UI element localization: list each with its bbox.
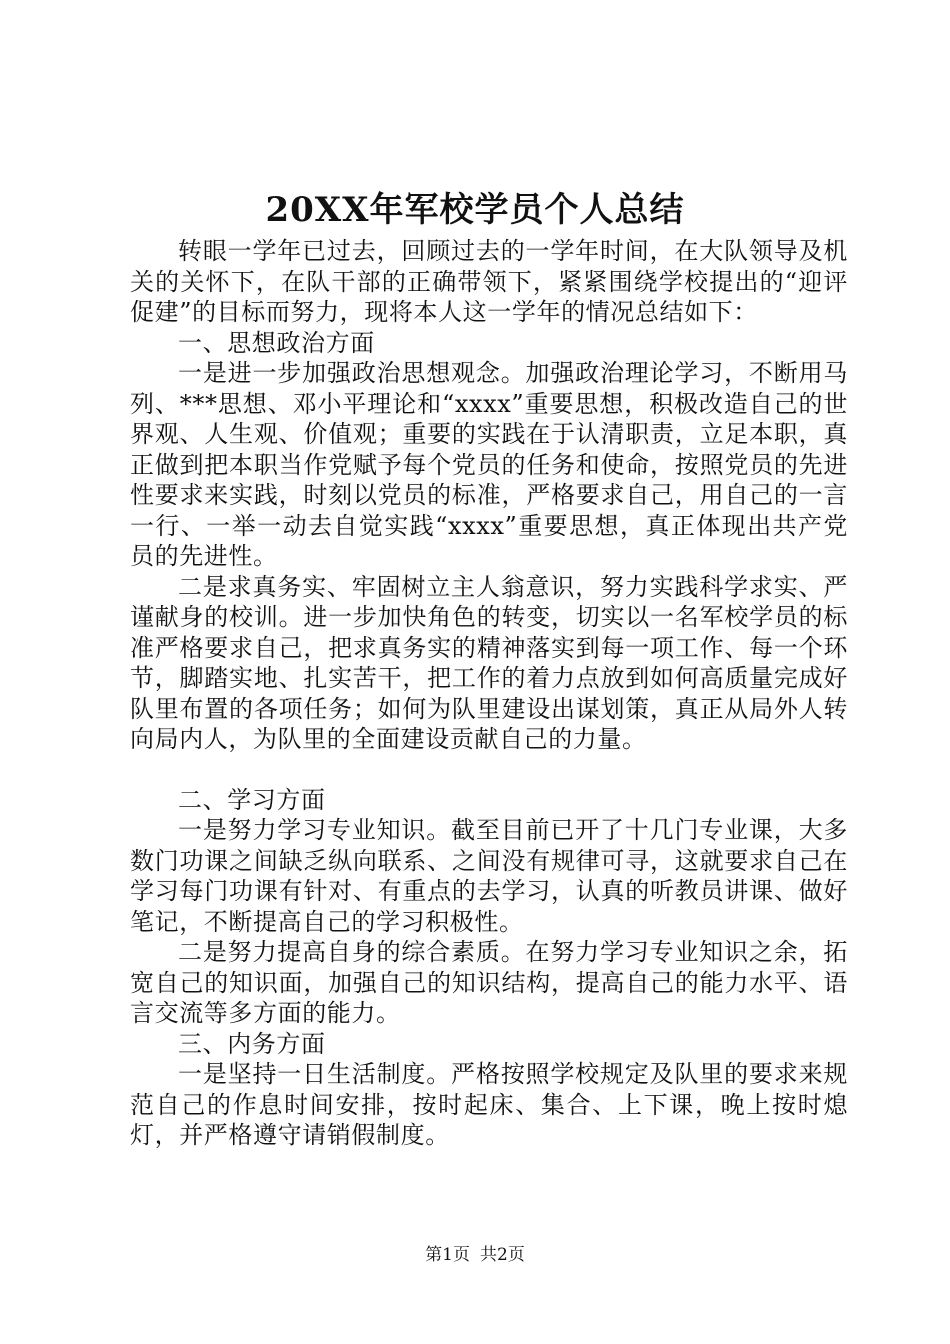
- intro-paragraph: 转眼一学年已过去，回顾过去的一学年时间，在大队领导及机关的关怀下，在队干部的正确带领下，紧紧围绕学校提出的“迎评促建”的目标而努力，现将本人这一学年的情况总结如下：: [130, 237, 848, 326]
- page-total: 共2页: [480, 1245, 525, 1265]
- affairs-paragraph-1: 一是坚持一日生活制度。严格按照学校规定及队里的要求来规范自己的作息时间安排，按时起床、集合、上下课，晚上按时熄灯，并严格遵守请销假制度。: [130, 1060, 848, 1149]
- study-paragraph-2: 二是努力提高自身的综合素质。在努力学习专业知识之余，拓宽自己的知识面，加强自己的知识结构，提高自己的能力水平、语言交流等多方面的能力。: [130, 938, 848, 1027]
- page-number: 第1页: [425, 1245, 470, 1265]
- section-heading-study: 二、学习方面: [178, 785, 326, 814]
- document-title: 20XX年军校学员个人总结: [265, 190, 685, 230]
- page-footer: [0, 1244, 950, 1266]
- political-paragraph-2: 二是求真务实、牢固树立主人翁意识，努力实践科学求实、严谨献身的校训。进一步加快角色的转变，切实以一名军校学员的标准严格要求自己，把求真务实的精神落实到每一项工作、每一个环节，脚踏实地、扎实苦干，把工作的着力点放到如何高质量完成好队里布置的各项任务；如何为队里建设出谋划策，真正从局外人转向局内人，为队里的全面建设贡献自己的力量。: [130, 572, 848, 753]
- political-paragraph-1: 一是进一步加强政治思想观念。加强政治理论学习，不断用马列、***思想、邓小平理论和“xxxx”重要思想，积极改造自己的世界观、人生观、价值观；重要的实践在于认清职责，立足本职，真正做到把本职当作党赋予每个党员的任务和使命，按照党员的先进性要求来实践，时刻以党员的标准，严格要求自己，用自己的一言一行、一举一动去自觉实践“xxxx”重要思想，真正体现出共产党员的先进性。: [130, 359, 848, 570]
- document-body: [130, 236, 848, 1151]
- section-heading-political: 一、思想政治方面: [178, 328, 375, 357]
- study-paragraph-1: 一是努力学习专业知识。截至目前已开了十几门专业课，大多数门功课之间缺乏纵向联系、之间没有规律可寻，这就要求自己在学习每门功课有针对、有重点的去学习，认真的听教员讲课、做好笔记，不断提高自己的学习积极性。: [130, 816, 848, 936]
- section-heading-affairs: 三、内务方面: [178, 1029, 326, 1058]
